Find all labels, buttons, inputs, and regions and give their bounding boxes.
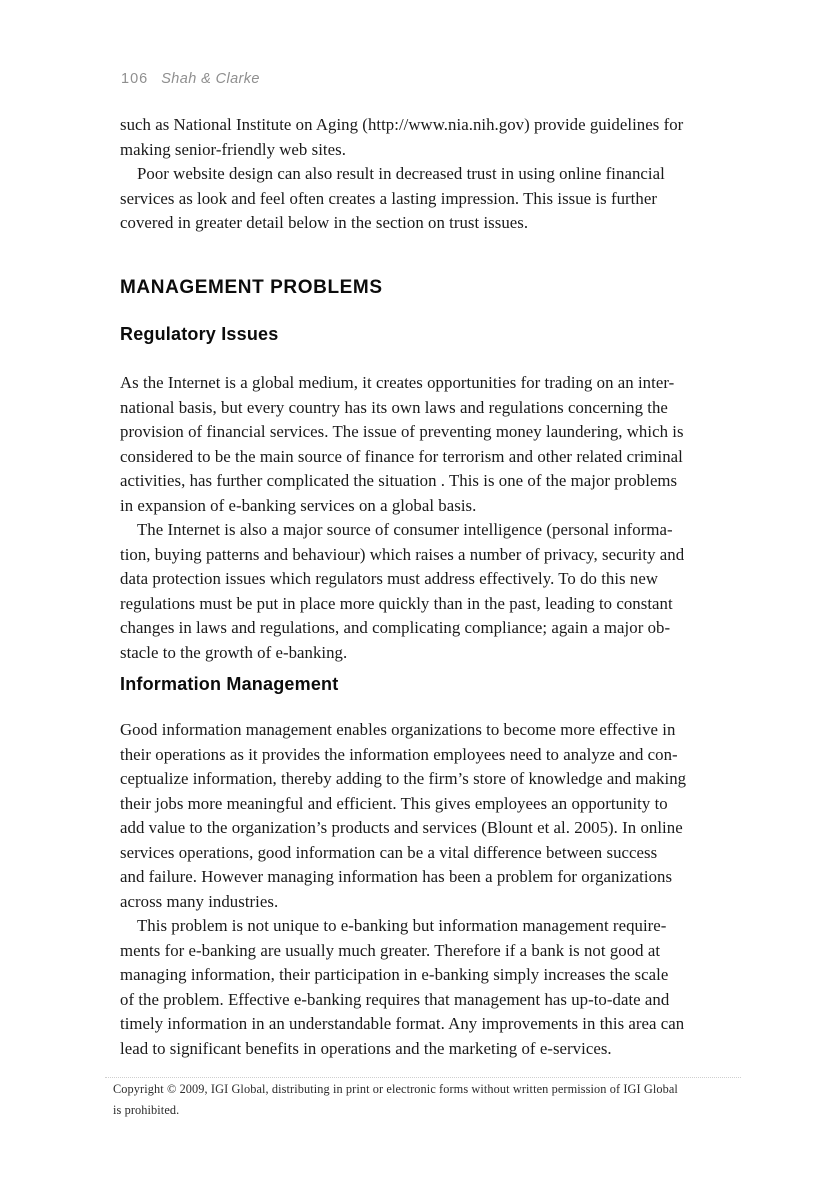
text-line: covered in greater detail below in the section on trust issues. [120, 213, 529, 232]
text-line: their operations as it provides the information employees need to analyze and con- [120, 744, 678, 764]
text-line: of the problem. Effective e-banking requires that management has up-to-date and [120, 989, 670, 1009]
footer-rule [105, 1077, 741, 1078]
text-line: stacle to the growth of e-banking. [120, 642, 348, 662]
text-line: and failure. However managing information has been a problem for organizations [120, 867, 673, 886]
para-group-regulatory [120, 371, 748, 665]
text-line: considered to be the main source of finance for terrorism and other related criminal [120, 446, 683, 466]
paragraph [120, 518, 748, 665]
text-line: data protection issues which regulators must address effectively. To do this new [120, 569, 658, 588]
text-line: their jobs more meaningful and efficient. This gives employees an opportunity to [120, 793, 668, 813]
text-line: such as National Institute on Aging (http://www.nia.nih.gov) provide guidelines for [120, 115, 684, 134]
paragraph [120, 162, 748, 236]
text-line: in expansion of e-banking services on a global basis. [120, 495, 477, 515]
paragraph [120, 718, 748, 914]
para-group-intro [120, 113, 748, 236]
text-line: tion, buying patterns and behaviour) which raises a number of privacy, security and [120, 544, 685, 564]
running-title: Shah & Clarke [161, 71, 260, 87]
text-line: activities, has further complicated the situation . This is one of the major problems [120, 471, 678, 490]
text-line: ceptualize information, thereby adding to the firm’s store of knowledge and making [120, 769, 687, 788]
paragraph [120, 914, 748, 1061]
text-line: timely information in an understandable format. Any improvements in this area can [120, 1014, 685, 1033]
text-line: The Internet is also a major source of consumer intelligence (personal informa- [137, 520, 673, 539]
heading-management-problems: MANAGEMENT PROBLEMS [120, 277, 383, 298]
text-line: As the Internet is a global medium, it creates opportunities for trading on an inter- [120, 373, 675, 392]
text-line: add value to the organization’s products and services (Blount et al. 2005). In online [120, 818, 683, 837]
heading-regulatory-issues: Regulatory Issues [120, 324, 279, 344]
paragraph [120, 371, 748, 518]
footer-line: is prohibited. [113, 1102, 180, 1117]
paragraph [120, 113, 748, 162]
text-line: managing information, their participation in e-banking simply increases the scale [120, 965, 669, 984]
text-line: services as look and feel often creates a lasting impression. This issue is further [120, 188, 657, 208]
text-line: This problem is not unique to e-banking but information management require- [137, 916, 667, 935]
text-line: Good information management enables organizations to become more effective in [120, 720, 676, 739]
para-group-information [120, 718, 748, 1061]
page-number: 106 [121, 71, 149, 87]
text-line: services operations, good information can be a vital difference between success [120, 842, 658, 862]
text-line: Poor website design can also result in decreased trust in using online financial [137, 164, 665, 183]
page-body [120, 0, 748, 1200]
copyright-notice [113, 1079, 678, 1120]
heading-information-management: Information Management [120, 674, 339, 694]
text-line: regulations must be put in place more quickly than in the past, leading to constant [120, 593, 673, 613]
text-line: provision of financial services. The issue of preventing money laundering, which is [120, 422, 684, 441]
text-line: ments for e-banking are usually much greater. Therefore if a bank is not good at [120, 940, 661, 960]
footer-line: Copyright © 2009, IGI Global, distributing in print or electronic forms without written permission of IGI Global [113, 1082, 678, 1096]
text-line: making senior-friendly web sites. [120, 139, 346, 159]
text-line: changes in laws and regulations, and complicating compliance; again a major ob- [120, 618, 671, 637]
text-line: lead to significant benefits in operations and the marketing of e-services. [120, 1038, 612, 1058]
text-line: national basis, but every country has its own laws and regulations concerning the [120, 397, 668, 417]
text-line: across many industries. [120, 891, 279, 911]
